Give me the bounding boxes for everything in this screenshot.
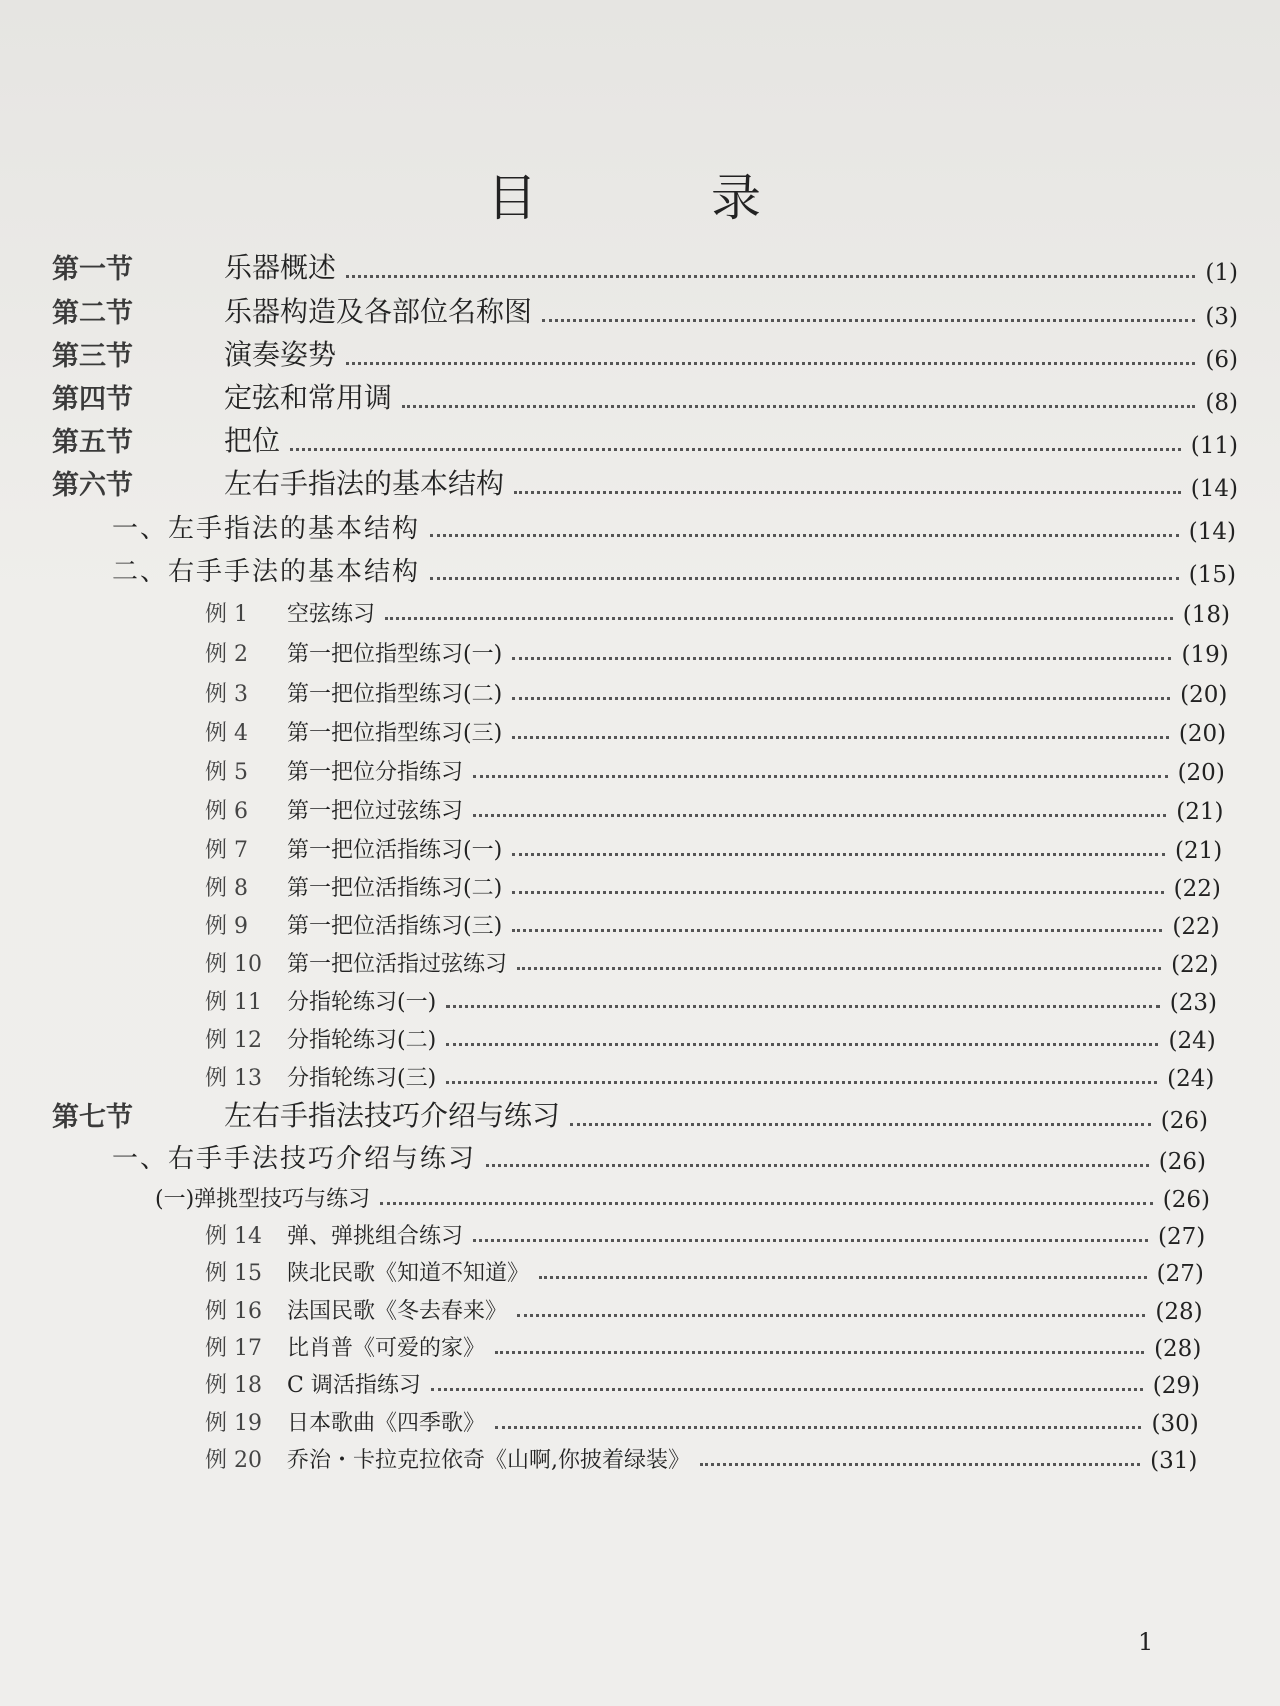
toc-entry-page: (31) [1150,1448,1198,1474]
dot-leader [446,1043,1158,1046]
dot-leader [446,1005,1160,1008]
toc-entry-number: 例 15 [205,1261,262,1286]
dot-leader [517,967,1161,970]
toc-entry-title: 第一把位活指练习(三) [287,914,503,939]
toc-entry-title: 第一把位活指练习(一) [287,838,503,863]
toc-entry-page: (29) [1152,1373,1200,1399]
toc-entry-title: 把位 [224,424,281,457]
toc-entry-page: (8) [1205,390,1238,416]
toc-entry-page: (28) [1155,1299,1203,1325]
dot-leader [512,853,1165,856]
toc-entry [205,1210,1205,1250]
toc-entry-title: 空弦练习 [287,602,376,627]
page-number: 1 [1138,1628,1154,1656]
dot-leader [430,534,1179,537]
toc-entry-title: 一、左手指法的基本结构 [112,514,421,544]
toc-entry [205,1397,1199,1437]
toc-entry [52,419,1238,459]
toc-entry-number: 例 2 [205,642,248,667]
toc-entry-number: 例 16 [205,1299,262,1324]
toc-entry-title: 分指轮练习(一) [287,990,437,1015]
toc-entry [205,628,1229,668]
toc-entry [52,1094,1208,1134]
toc-entry-page: (22) [1172,914,1220,940]
dot-leader [542,319,1195,322]
toc-entry-number: 第七节 [52,1102,133,1133]
toc-entry-title: 左右手指法技巧介绍与练习 [224,1099,561,1132]
toc-entry-page: (24) [1168,1028,1216,1054]
toc-entry-page: (28) [1154,1336,1202,1362]
dot-leader [473,814,1166,817]
toc-entry-title: C 调活指练习 [287,1373,421,1398]
dot-leader [512,697,1170,700]
toc-entry [205,1285,1203,1325]
toc-entry [205,938,1218,978]
toc-entry-title: 第一把位指型练习(一) [287,642,503,667]
toc-entry-number: 例 17 [205,1336,262,1361]
toc-heading: 目 录 [487,169,823,227]
toc-entry-number: 例 8 [205,876,248,901]
dot-leader [385,617,1173,620]
toc-entry-title: 左右手指法的基本结构 [224,467,505,500]
dot-leader [495,1351,1144,1354]
toc-entry [205,707,1226,747]
toc-entry-page: (11) [1190,433,1238,459]
toc-entry-title: 第一把位分指练习 [287,760,464,785]
toc-entry-page: (20) [1178,721,1227,747]
toc-entry-number: 例 9 [205,914,248,939]
dot-leader [446,1081,1157,1084]
toc-entry-title: 第一把位过弦练习 [287,799,464,824]
toc-entry-page: (19) [1181,642,1229,668]
toc-entry-number: 例 19 [205,1411,262,1436]
dot-leader [431,1388,1143,1391]
toc-entry-title: 第一把位指型练习(三) [287,721,503,746]
toc-entry [112,505,1236,545]
dot-leader [512,929,1162,932]
toc-entry-number: 第二节 [52,298,133,329]
toc-entry [205,824,1222,864]
toc-entry [52,333,1238,373]
toc-entry-number: 第四节 [52,384,133,415]
toc-entry-title: 法国民歌《冬去春来》 [287,1299,508,1324]
toc-entry [205,668,1227,708]
toc-entry [205,1359,1200,1399]
toc-entry-number: 例 7 [205,838,248,863]
toc-entry-title: 一、右手手法技巧介绍与练习 [112,1144,477,1174]
toc-entry-page: (3) [1205,304,1238,330]
toc-entry [205,1052,1214,1092]
toc-entry-page: (14) [1188,519,1236,545]
dot-leader [473,1239,1148,1242]
dot-leader [512,657,1171,660]
toc-entry [205,900,1220,940]
toc-entry-title: 演奏姿势 [224,338,337,371]
toc-entry-number: 例 12 [205,1028,262,1053]
toc-entry-title: 乐器构造及各部位名称图 [224,295,533,328]
toc-entry [205,588,1230,628]
toc-entry-number: 第五节 [52,427,133,458]
toc-entry-page: (18) [1182,602,1230,628]
toc-entry [205,1322,1201,1362]
dot-leader [346,362,1195,365]
toc-entry-page: (27) [1157,1224,1206,1250]
dot-leader [486,1164,1149,1167]
toc-entry [112,548,1236,588]
toc-entry-number: 例 1 [205,602,248,627]
toc-entry-page: (6) [1205,347,1238,373]
toc-entry [52,462,1238,502]
toc-entry-number: 第六节 [52,470,133,501]
toc-entry-number: 例 10 [205,952,262,977]
toc-entry [205,1434,1197,1474]
dot-leader [290,448,1181,451]
toc-entry-page: (20) [1180,682,1228,708]
toc-entry-title: 乐器概述 [224,251,337,284]
toc-entry-number: 例 20 [205,1448,262,1473]
dot-leader [346,275,1195,278]
dot-leader [380,1202,1153,1205]
dot-leader [514,491,1181,494]
toc-entry-title: 陕北民歌《知道不知道》 [287,1261,530,1286]
toc-entry-page: (26) [1158,1149,1206,1175]
toc-entry-page: (23) [1169,990,1217,1016]
dot-leader [402,405,1195,408]
toc-entry [205,785,1224,825]
toc-entry-page: (14) [1190,476,1238,502]
dot-leader [512,736,1169,739]
toc-entry-title: 分指轮练习(二) [287,1028,437,1053]
toc-entry-title: 定弦和常用调 [224,381,393,414]
toc-entry-page: (26) [1162,1187,1210,1213]
dot-leader [700,1463,1140,1466]
toc-entry [155,1173,1210,1213]
toc-entry-title: 分指轮练习(三) [287,1066,437,1091]
dot-leader [517,1314,1145,1317]
toc-entry [52,290,1238,330]
toc-entry-title: 弹、弹挑组合练习 [287,1224,464,1249]
dot-leader [570,1123,1151,1126]
toc-entry [205,976,1217,1016]
toc-entry-number: 第一节 [52,254,133,285]
toc-entry-page: (1) [1205,260,1238,286]
toc-entry-title: 第一把位活指过弦练习 [287,952,508,977]
dot-leader [512,891,1164,894]
toc-entry-number: 例 11 [205,990,262,1015]
toc-entry-title: 第一把位指型练习(二) [287,682,503,707]
toc-entry [52,246,1238,286]
dot-leader [473,775,1168,778]
toc-entry-number: 例 6 [205,799,248,824]
toc-entry-number: 例 18 [205,1373,262,1398]
dot-leader [495,1426,1141,1429]
toc-entry-page: (30) [1151,1411,1199,1437]
toc-entry [205,862,1221,902]
toc-entry-number: 第三节 [52,341,133,372]
toc-entry [205,1247,1204,1287]
toc-entry-number: 例 5 [205,760,248,785]
toc-entry-page: (20) [1177,760,1225,786]
toc-entry-title: 第一把位活指练习(二) [287,876,503,901]
toc-entry-page: (26) [1160,1108,1208,1134]
toc-entry-title: 乔治・卡拉克拉依奇《山啊,你披着绿装》 [287,1448,690,1473]
toc-entry-page: (22) [1173,876,1221,902]
toc-entry-number: 例 4 [205,721,248,746]
toc-entry-page: (24) [1167,1066,1215,1092]
toc-entry-title: 日本歌曲《四季歌》 [287,1411,486,1436]
toc-entry [205,746,1225,786]
toc-entry-number: 例 14 [205,1224,262,1249]
dot-leader [430,577,1179,580]
toc-entry-title: (一)弹挑型技巧与练习 [155,1187,371,1212]
toc-entry-title: 二、右手手法的基本结构 [112,557,421,587]
toc-entry-page: (15) [1188,562,1236,588]
toc-entry-title: 比肖普《可爱的家》 [287,1336,486,1361]
toc-entry [52,376,1238,416]
toc-entry-page: (22) [1171,952,1219,978]
dot-leader [539,1276,1147,1279]
toc-entry-number: 例 3 [205,682,248,707]
toc-entry-page: (21) [1174,838,1223,864]
toc-entry-page: (21) [1176,799,1224,825]
toc-entry [205,1014,1216,1054]
toc-entry [112,1135,1206,1175]
toc-entry-number: 例 13 [205,1066,262,1091]
toc-entry-page: (27) [1156,1261,1204,1287]
